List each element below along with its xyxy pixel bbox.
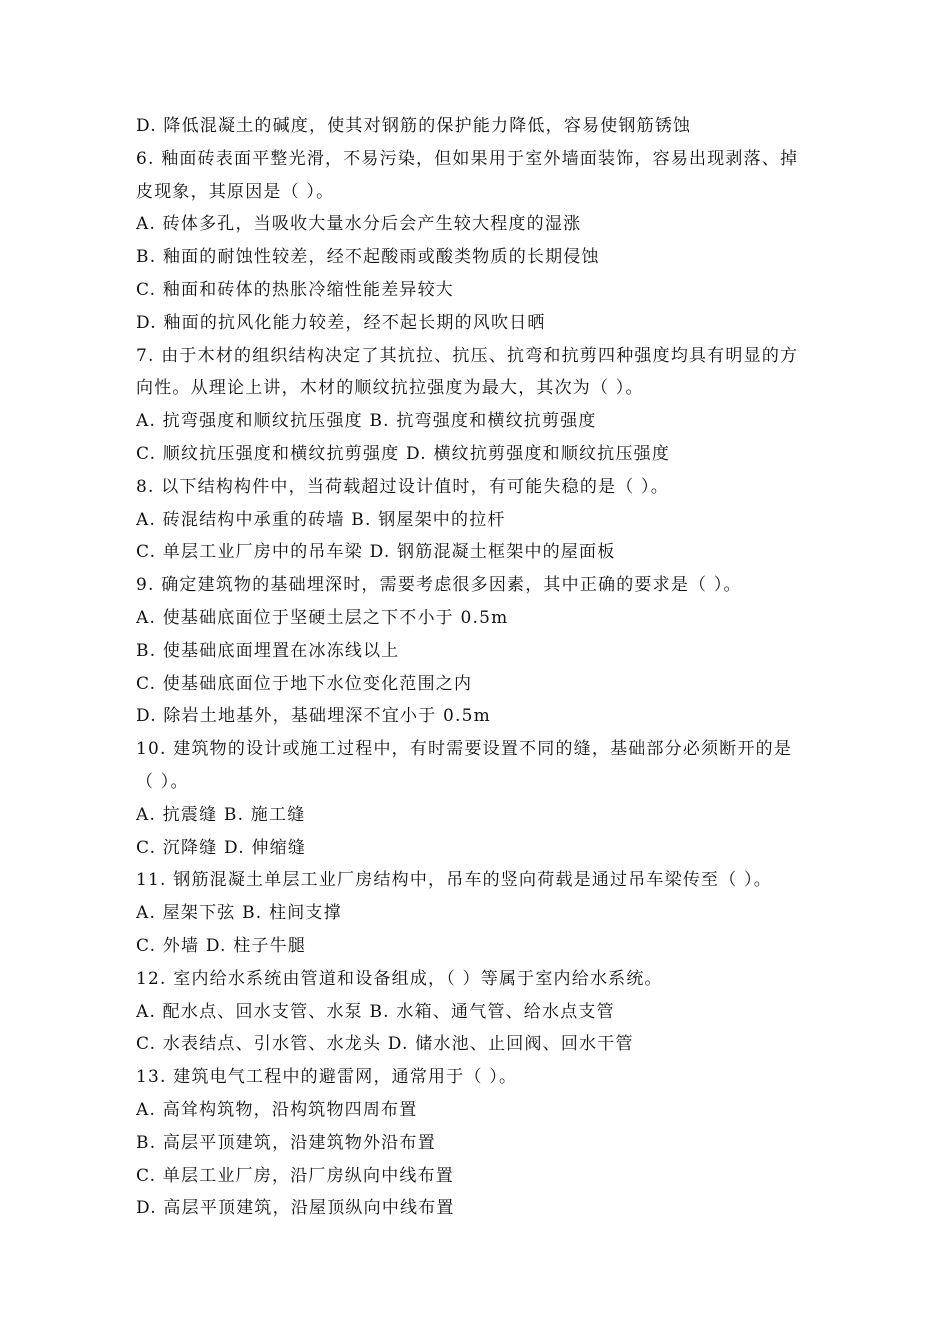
option-c-line: C. 釉面和砖体的热胀冷缩性能差异较大 bbox=[136, 279, 455, 300]
option-d-line: D. 降低混凝土的碱度，使其对钢筋的保护能力降低，容易使钢筋锈蚀 bbox=[136, 116, 692, 136]
option-d-line: D. 除岩土地基外，基础埋深不宜小于 0.5m bbox=[136, 706, 491, 727]
option-ab-line: A. 屋架下弦 B. 柱间支撑 bbox=[136, 903, 342, 924]
question-12-line: 12. 室内给水系统由管道和设备组成，（ ）等属于室内给水系统。 bbox=[136, 968, 663, 989]
question-8-line: 8. 以下结构构件中，当荷载超过设计值时，有可能失稳的是（ ）。 bbox=[136, 476, 669, 497]
option-cd-line: C. 单层工业厂房中的吊车梁 D. 钢筋混凝土框架中的屋面板 bbox=[136, 542, 616, 563]
question-6-continuation: 皮现象，其原因是（ ）。 bbox=[136, 181, 335, 202]
question-10-continuation: （ ）。 bbox=[136, 771, 189, 792]
question-7-line: 7. 由于木材的组织结构决定了其抗拉、抗压、抗弯和抗剪四种强度均具有明显的方 bbox=[136, 345, 799, 366]
question-10-line: 10. 建筑物的设计或施工过程中，有时需要设置不同的缝，基础部分必须断开的是 bbox=[136, 739, 793, 760]
option-cd-line: C. 水表结点、引水管、水龙头 D. 储水池、止回阀、回水干管 bbox=[136, 1034, 634, 1055]
option-c-line: C. 使基础底面位于地下水位变化范围之内 bbox=[136, 673, 473, 694]
option-b-line: B. 釉面的耐蚀性较差，经不起酸雨或酸类物质的长期侵蚀 bbox=[136, 247, 600, 268]
option-c-line: C. 单层工业厂房，沿厂房纵向中线布置 bbox=[136, 1165, 455, 1186]
option-ab-line: A. 配水点、回水支管、水泵 B. 水箱、通气管、给水点支管 bbox=[136, 1001, 615, 1022]
question-7-continuation: 向性。从理论上讲，木材的顺纹抗拉强度为最大，其次为（ ）。 bbox=[136, 378, 644, 399]
option-cd-line: C. 沉降缝 D. 伸缩缝 bbox=[136, 837, 307, 858]
option-d-line: D. 釉面的抗风化能力较差，经不起长期的风吹日晒 bbox=[136, 312, 546, 333]
option-cd-line: C. 顺纹抗压强度和横纹抗剪强度 D. 横纹抗剪强度和顺纹抗压强度 bbox=[136, 443, 671, 464]
option-ab-line: A. 砖混结构中承重的砖墙 B. 钢屋架中的拉杆 bbox=[136, 509, 506, 530]
option-d-line: D. 高层平顶建筑，沿屋顶纵向中线布置 bbox=[136, 1198, 455, 1219]
option-ab-line: A. 抗震缝 B. 施工缝 bbox=[136, 804, 306, 825]
option-a-line: A. 高耸构筑物，沿构筑物四周布置 bbox=[136, 1099, 418, 1120]
option-ab-line: A. 抗弯强度和顺纹抗压强度 B. 抗弯强度和横纹抗剪强度 bbox=[136, 411, 597, 432]
option-a-line: A. 砖体多孔，当吸收大量水分后会产生较大程度的湿涨 bbox=[136, 214, 582, 235]
question-13-line: 13. 建筑电气工程中的避雷网，通常用于（ ）。 bbox=[136, 1067, 518, 1088]
question-9-line: 9. 确定建筑物的基础埋深时，需要考虑很多因素，其中正确的要求是（ ）。 bbox=[136, 575, 742, 596]
question-6-line: 6. 釉面砖表面平整光滑，不易污染，但如果用于室外墙面装饰，容易出现剥落、掉 bbox=[136, 148, 799, 169]
option-b-line: B. 使基础底面埋置在冰冻线以上 bbox=[136, 640, 400, 661]
option-cd-line: C. 外墙 D. 柱子牛腿 bbox=[136, 935, 307, 956]
option-a-line: A. 使基础底面位于坚硬土层之下不小于 0.5m bbox=[136, 607, 509, 628]
question-text-block bbox=[136, 110, 842, 1225]
option-b-line: B. 高层平顶建筑，沿建筑物外沿布置 bbox=[136, 1132, 436, 1153]
question-11-line: 11. 钢筋混凝土单层工业厂房结构中，吊车的竖向荷载是通过吊车梁传至（ ）。 bbox=[136, 870, 772, 891]
